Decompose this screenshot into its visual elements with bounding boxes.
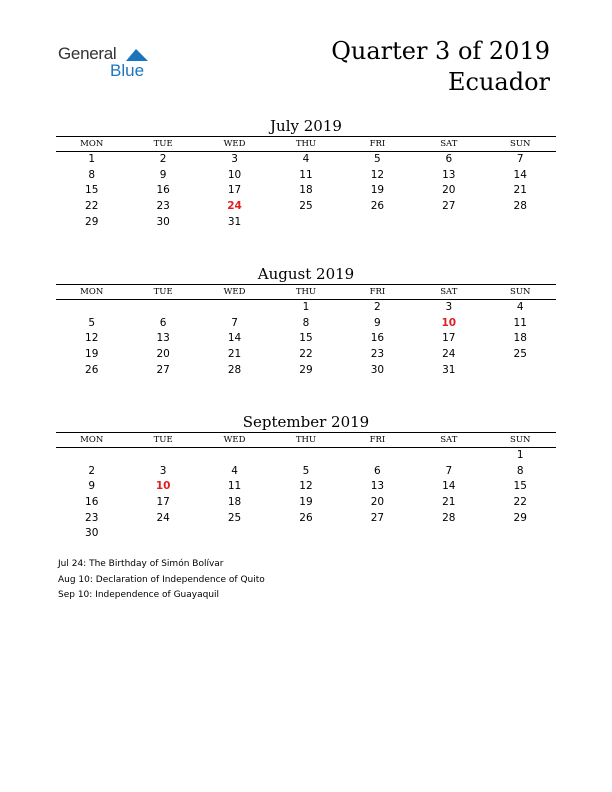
day-cell: 2: [88, 464, 96, 477]
logo-blue-text: Blue: [110, 61, 145, 80]
weekday-label: SUN: [510, 435, 531, 445]
empty-day-cell: [127, 448, 198, 464]
empty-day-cell: [413, 215, 484, 231]
day-cell: 25: [513, 348, 527, 361]
week-row: [56, 300, 556, 316]
month-title: July 2019: [270, 117, 342, 135]
day-cell: 23: [156, 200, 170, 213]
weekday-label: FRI: [369, 287, 386, 297]
day-cell: 18: [513, 332, 527, 345]
day-cell: 31: [227, 215, 242, 228]
empty-day-cell: [342, 448, 413, 464]
day-cell: 23: [85, 511, 99, 524]
week-row: [56, 152, 556, 168]
day-cell: 9: [159, 168, 167, 181]
day-cell: 19: [370, 184, 385, 197]
empty-day-cell: [270, 448, 341, 464]
week-row: [56, 183, 556, 199]
day-cell: 26: [370, 200, 385, 213]
empty-day-cell: [127, 526, 198, 542]
empty-day-cell: [485, 363, 556, 379]
day-cell: 22: [85, 200, 99, 213]
day-cell: 15: [85, 184, 99, 197]
empty-day-cell: [413, 448, 484, 464]
day-cell: 11: [513, 316, 527, 329]
day-cell: 26: [299, 511, 313, 524]
empty-day-cell: [342, 526, 413, 542]
weekday-label: TUE: [153, 139, 173, 149]
day-cell: 20: [442, 184, 456, 197]
weekday-label: FRI: [369, 139, 386, 149]
weekday-label: THU: [295, 287, 317, 297]
weekday-label: SUN: [510, 139, 531, 149]
week-row: [56, 347, 556, 363]
day-cell: 27: [156, 363, 170, 376]
weekday-label: MON: [80, 287, 104, 297]
day-cell: 5: [374, 153, 381, 165]
weekday-label: THU: [295, 139, 317, 149]
day-cell: 5: [88, 316, 96, 329]
day-cell: 3: [445, 301, 453, 313]
holiday-notes: [58, 557, 265, 604]
day-cell: 8: [302, 316, 310, 329]
day-cell: 6: [374, 464, 381, 477]
month-weeks: [56, 152, 556, 230]
weekday-label: TUE: [153, 435, 173, 445]
day-cell: 20: [156, 348, 170, 361]
week-row: [56, 215, 556, 231]
weekday-label: TUE: [153, 287, 173, 297]
holiday-day-cell: 24: [227, 200, 242, 213]
empty-day-cell: [199, 300, 270, 316]
day-cell: 8: [88, 168, 96, 181]
day-cell: 27: [370, 511, 385, 524]
weekday-header: [56, 284, 556, 300]
day-cell: 12: [299, 480, 313, 493]
day-cell: 25: [299, 200, 313, 213]
day-cell: 2: [159, 153, 167, 165]
month-weeks: [56, 448, 556, 542]
month-september: [56, 412, 556, 542]
day-cell: 14: [513, 168, 527, 181]
weekday-label: FRI: [369, 435, 386, 445]
day-cell: 18: [227, 496, 242, 509]
weekday-label: SUN: [510, 287, 531, 297]
weekday-label: SAT: [440, 139, 458, 149]
day-cell: 16: [156, 184, 170, 197]
empty-day-cell: [413, 526, 484, 542]
week-row: [56, 363, 556, 379]
day-cell: 3: [231, 153, 238, 165]
day-cell: 28: [442, 511, 456, 524]
weekday-label: SAT: [440, 435, 458, 445]
day-cell: 10: [227, 168, 242, 181]
country-title: Ecuador: [447, 68, 550, 96]
day-cell: 1: [302, 301, 310, 313]
day-cell: 7: [445, 464, 453, 477]
week-row: [56, 331, 556, 347]
day-cell: 17: [227, 184, 242, 197]
empty-day-cell: [199, 448, 270, 464]
day-cell: 12: [370, 168, 385, 181]
day-cell: 5: [302, 464, 310, 477]
holiday-note: Jul 24: The Birthday of Simón Bolívar: [58, 559, 224, 569]
day-cell: 4: [231, 464, 238, 477]
weekday-label: MON: [80, 435, 104, 445]
day-cell: 29: [299, 363, 313, 376]
day-cell: 13: [442, 168, 456, 181]
empty-day-cell: [485, 526, 556, 542]
day-cell: 25: [227, 511, 242, 524]
day-cell: 21: [227, 348, 242, 361]
day-cell: 30: [156, 215, 170, 228]
day-cell: 14: [227, 332, 242, 345]
day-cell: 15: [513, 480, 527, 493]
day-cell: 28: [227, 363, 242, 376]
empty-day-cell: [342, 215, 413, 231]
day-cell: 13: [370, 480, 385, 493]
day-cell: 1: [516, 449, 524, 461]
day-cell: 7: [231, 316, 238, 329]
day-cell: 24: [442, 348, 456, 361]
day-cell: 26: [85, 363, 99, 376]
day-cell: 4: [302, 153, 310, 165]
day-cell: 31: [442, 363, 456, 376]
month-august: [56, 264, 556, 378]
day-cell: 30: [85, 527, 99, 540]
month-weeks: [56, 300, 556, 378]
day-cell: 20: [370, 496, 385, 509]
day-cell: 29: [513, 511, 527, 524]
empty-day-cell: [56, 300, 127, 316]
holiday-note: Sep 10: Independence of Guayaquil: [58, 590, 220, 600]
logo: [58, 44, 158, 80]
day-cell: 24: [156, 511, 170, 524]
logo-triangle-icon: [126, 47, 148, 61]
day-cell: 28: [513, 200, 527, 213]
day-cell: 16: [370, 332, 385, 345]
week-row: [56, 479, 556, 495]
day-cell: 21: [442, 496, 456, 509]
day-cell: 6: [445, 153, 453, 165]
holiday-day-cell: 10: [155, 480, 171, 493]
week-row: [56, 199, 556, 215]
week-row: [56, 316, 556, 332]
day-cell: 6: [159, 316, 167, 329]
week-row: [56, 495, 556, 511]
weekday-label: MON: [80, 139, 104, 149]
day-cell: 13: [156, 332, 170, 345]
quarter-title: Quarter 3 of 2019: [331, 37, 550, 65]
day-cell: 11: [227, 480, 242, 493]
weekday-label: THU: [295, 435, 317, 445]
day-cell: 4: [516, 301, 524, 313]
weekday-header: [56, 136, 556, 152]
month-july: [56, 116, 556, 230]
week-row: [56, 168, 556, 184]
day-cell: 2: [374, 301, 381, 313]
day-cell: 23: [370, 348, 385, 361]
weekday-label: WED: [223, 139, 246, 149]
weekday-label: WED: [223, 435, 246, 445]
weekday-header: [56, 432, 556, 448]
week-row: [56, 511, 556, 527]
holiday-day-cell: 10: [441, 316, 457, 329]
day-cell: 22: [299, 348, 313, 361]
month-title: September 2019: [242, 413, 370, 431]
day-cell: 21: [513, 184, 527, 197]
day-cell: 8: [516, 464, 524, 477]
day-cell: 27: [442, 200, 456, 213]
day-cell: 7: [516, 153, 524, 165]
weekday-label: WED: [223, 287, 246, 297]
day-cell: 19: [85, 348, 99, 361]
logo-general-text: General: [58, 44, 117, 63]
weekday-label: SAT: [440, 287, 458, 297]
empty-day-cell: [127, 300, 198, 316]
day-cell: 18: [299, 184, 313, 197]
day-cell: 22: [513, 496, 527, 509]
page-title: [331, 36, 550, 98]
month-title: August 2019: [257, 265, 355, 283]
week-row: [56, 448, 556, 464]
empty-day-cell: [270, 215, 341, 231]
day-cell: 16: [85, 496, 99, 509]
empty-day-cell: [485, 215, 556, 231]
day-cell: 19: [299, 496, 313, 509]
day-cell: 3: [159, 464, 167, 477]
week-row: [56, 464, 556, 480]
empty-day-cell: [270, 526, 341, 542]
holiday-note: Aug 10: Declaration of Independence of Quito: [58, 574, 265, 585]
day-cell: 11: [299, 168, 313, 181]
day-cell: 17: [156, 496, 170, 509]
week-row: [56, 526, 556, 542]
day-cell: 9: [88, 480, 96, 493]
day-cell: 17: [442, 332, 456, 345]
day-cell: 14: [442, 480, 456, 493]
day-cell: 30: [370, 363, 385, 376]
day-cell: 15: [299, 332, 313, 345]
day-cell: 9: [374, 316, 381, 329]
day-cell: 12: [85, 332, 99, 345]
empty-day-cell: [56, 448, 127, 464]
day-cell: 1: [88, 153, 96, 165]
day-cell: 29: [85, 215, 99, 228]
empty-day-cell: [199, 526, 270, 542]
